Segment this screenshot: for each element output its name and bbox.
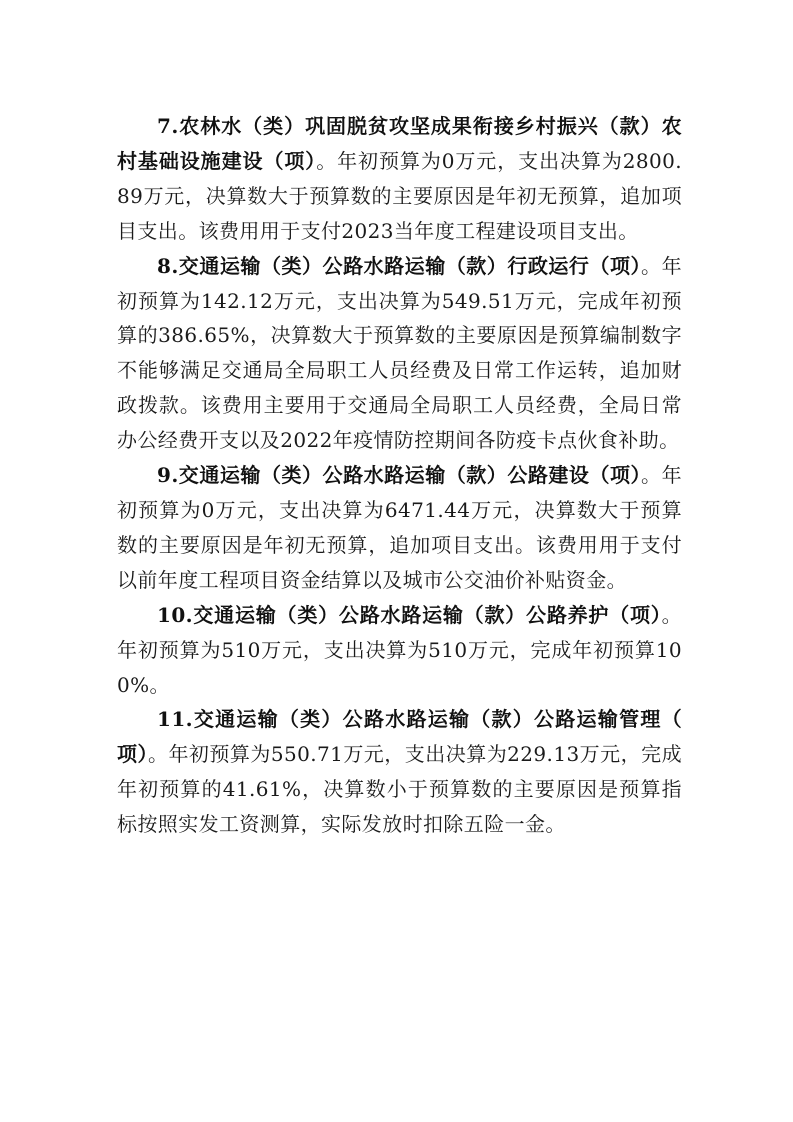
- section-7-text: 。年初预算为0万元，支出决算为2800.89万元，决算数大于预算数的主要原因是年初无预算，追加项目支出。该费用用于支付2023当年度工程建设项目支出。: [117, 148, 683, 243]
- section-8-text: 。年初预算为142.12万元，支出决算为549.51万元，完成年初预算的386.65%，决算数大于预算数的主要原因是预算编制数字不能够满足交通局全局职工人员经费及日常工作运转，追加财政拨款。该费用主要用于交通局全局职工人员经费，全局日常办公经费开支以及2022年疫情防控期间各防疫卡点伙食补助。: [117, 253, 682, 453]
- section-9-heading: 9.交通运输（类）公路水路运输（款）公路建设（项）: [157, 463, 642, 488]
- section-10-heading: 10.交通运输（类）公路水路运输（款）公路养护（项）: [157, 602, 662, 627]
- section-11: [117, 702, 682, 842]
- section-11-text: 。年初预算为550.71万元，支出决算为229.13万元，完成年初预算的41.61%，决算数小于预算数的主要原因是预算指标按照实发工资测算，实际发放时扣除五险一金。: [117, 742, 682, 837]
- section-8-heading: 8.交通运输（类）公路水路运输（款）行政运行（项）: [157, 253, 642, 278]
- section-10: [117, 598, 682, 703]
- section-11-heading: 11.交通运输（类）公路水路运输（款）公路运输管理（项）: [117, 707, 682, 767]
- section-7: [117, 109, 682, 249]
- section-7-heading: 7.农林水（类）巩固脱贫攻坚成果衔接乡村振兴（款）农村基础设施建设（项）: [117, 114, 682, 173]
- section-9: [117, 458, 682, 598]
- section-10-text: 。年初预算为510万元，支出决算为510万元，完成年初预算100%。: [117, 602, 682, 697]
- section-9-text: 。年初预算为0万元，支出决算为6471.44万元，决算数大于预算数的主要原因是年初无预算，追加项目支出。该费用用于支付以前年度工程项目资金结算以及城市公交油价补贴资金。: [117, 463, 682, 592]
- section-8: [117, 249, 682, 458]
- document-body: [117, 109, 682, 842]
